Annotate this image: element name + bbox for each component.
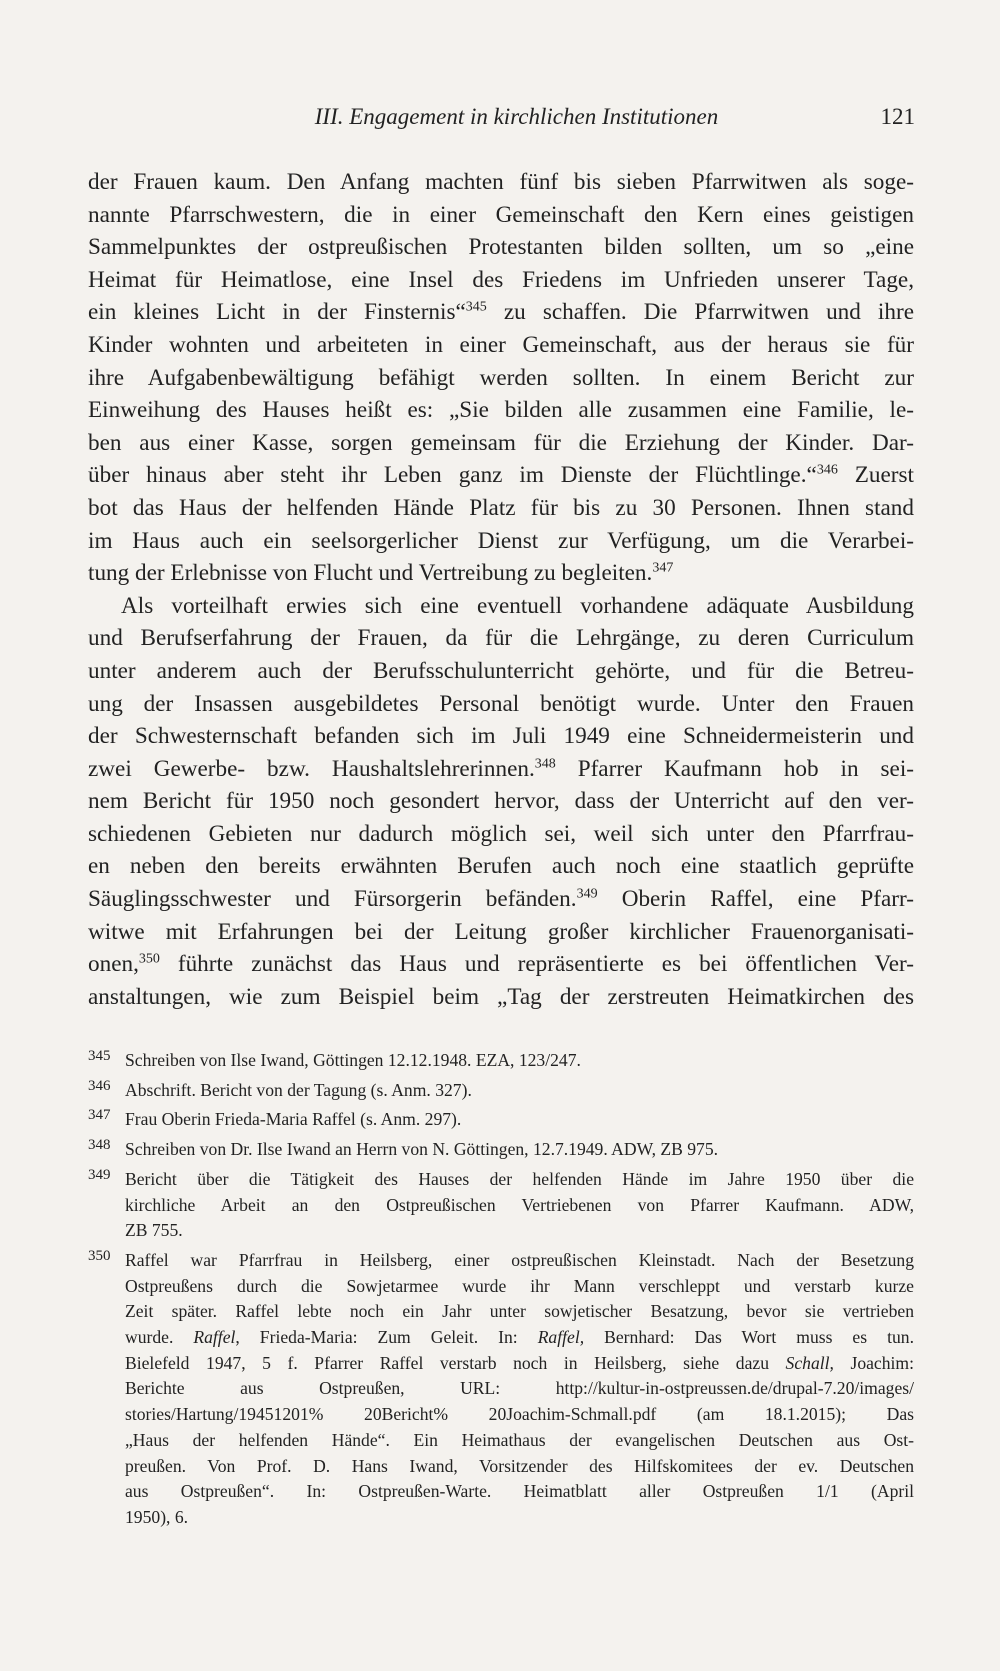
text-segment: Säuglingsschwester und Fürsorgerin befänden.: [88, 886, 577, 913]
text-line: unter anderem auch der Berufsschulunterricht gehörte, und für die Betreu-: [88, 657, 914, 684]
text-line: anstaltungen, wie zum Beispiel beim „Tag der zerstreuten Heimatkirchen des: [88, 983, 914, 1010]
text-line: [88, 459, 914, 492]
author-name: Raffel: [193, 1327, 236, 1348]
text-line: ben aus einer Kasse, sorgen gemeinsam für die Erziehung der Kinder. Dar-: [88, 429, 914, 456]
text-segment: Joachim:: [833, 1352, 914, 1373]
footnote: [88, 1048, 914, 1074]
text-line: im Haus auch ein seelsorgerlicher Dienst zur Verfügung, um die Verarbei-: [88, 527, 914, 554]
footnote-line: Berichte aus Ostpreußen, URL: http://kultur-in-ostpreussen.de/drupal-7.20/images/: [125, 1378, 914, 1399]
text-line: bot das Haus der helfenden Hände Platz für bis zu 30 Personen. Ihnen stand: [88, 494, 914, 521]
text-line: witwe mit Erfahrungen bei der Leitung großer kirchlicher Frauenorganisati-: [88, 918, 914, 945]
footnote-text: Frau Oberin Frieda-Maria Raffel (s. Anm. 297).: [125, 1109, 462, 1130]
footnote-line: Raffel war Pfarrfrau in Heilsberg, einer ostpreußischen Kleinstadt. Nach der Besetzung: [125, 1249, 914, 1270]
footnote: [88, 1078, 914, 1104]
text-segment: Bernhard: Das Wort muss es tun.: [584, 1327, 914, 1348]
author-name: Schall,: [785, 1352, 834, 1373]
footnote-line: Zeit später. Raffel lebte noch ein Jahr unter sowjetischer Besatzung, bevor sie vertrieben: [125, 1301, 914, 1322]
text-line: Sammelpunktes der ostpreußischen Protestanten bilden sollten, um so „eine: [88, 234, 914, 261]
footnote-ref: 348: [534, 755, 556, 771]
footnote-line: Bericht über die Tätigkeit des Hauses der helfenden Hände im Jahre 1950 über die: [125, 1168, 914, 1189]
footnote-ref: 345: [465, 299, 487, 315]
text-line: [88, 557, 914, 590]
text-line: [88, 883, 914, 916]
text-segment: Bielefeld 1947, 5 f. Pfarrer Raffel verstarb noch in Heilsberg, siehe dazu: [125, 1352, 786, 1373]
footnote-ref: 347: [652, 560, 674, 576]
text-line: Einweihung des Hauses heißt es: „Sie bilden alle zusammen eine Familie, le-: [88, 397, 914, 424]
text-segment: Oberin Raffel, eine Pfarr-: [597, 886, 914, 913]
text-segment: , Frieda-Maria: Zum Geleit. In:: [235, 1327, 538, 1348]
footnote-line: ZB 755.: [125, 1220, 183, 1241]
text-line: [88, 948, 914, 981]
footnote-number: 345: [88, 1048, 111, 1064]
text-line: en neben den bereits erwähnten Berufen auch noch eine staatlich geprüfte: [88, 853, 914, 880]
page-number: 121: [880, 104, 915, 129]
text-line: der Schwesternschaft befanden sich im Juli 1949 eine Schneidermeisterin und: [88, 723, 914, 750]
text-line: [88, 296, 914, 329]
text-line: Kinder wohnten und arbeiteten in einer Gemeinschaft, aus der heraus sie für: [88, 331, 914, 358]
footnote-ref: 349: [576, 886, 598, 902]
text-segment: ein kleines Licht in der Finsternis“: [88, 299, 466, 326]
footnote-number: 349: [88, 1166, 111, 1183]
footnote-line: „Haus der helfenden Hände“. Ein Heimathaus der evangelischen Deutschen aus Ost-: [125, 1429, 914, 1450]
text-segment: tung der Erlebnisse von Flucht und Vertreibung zu begleiten.: [88, 560, 653, 587]
footnote-line: 1950), 6.: [125, 1506, 189, 1527]
footnotes: [88, 1048, 914, 1535]
text-segment: onen,: [88, 951, 139, 978]
footnote: [88, 1137, 914, 1163]
footnote-text: Schreiben von Dr. Ilse Iwand an Herrn von N. Göttingen, 12.7.1949. ADW, ZB 975.: [125, 1139, 719, 1160]
text-segment: zu schaffen. Die Pfarrwitwen und ihre: [486, 299, 914, 326]
footnote-number: 347: [88, 1107, 111, 1124]
running-header: [88, 104, 915, 138]
footnote-line: preußen. Von Prof. D. Hans Iwand, Vorsitzender des Hilfskomitees der ev. Deutschen: [125, 1455, 914, 1476]
text-segment: Zuerst: [837, 462, 914, 489]
text-segment: wurde.: [125, 1327, 194, 1348]
footnote-line: kirchliche Arbeit an den Ostpreußischen Vertriebenen von Pfarrer Kaufmann. ADW,: [125, 1194, 914, 1215]
footnote-line: stories/Hartung/19451201% 20Bericht% 20Joachim-Schmall.pdf (am 18.1.2015); Das: [125, 1404, 914, 1425]
text-line: ihre Aufgabenbewältigung befähigt werden sollten. In einem Bericht zur: [88, 364, 914, 391]
text-line: und Berufserfahrung der Frauen, da für die Lehrgänge, zu deren Curriculum: [88, 625, 914, 652]
footnote-number: 350: [88, 1247, 111, 1264]
footnote: [88, 1167, 914, 1244]
text-line: nannte Pfarrschwestern, die in einer Gemeinschaft den Kern eines geistigen: [88, 201, 914, 228]
text-line: [88, 753, 914, 786]
footnote-line: [125, 1351, 914, 1377]
text-segment: führte zunächst das Haus und repräsentierte es bei öffentlichen Ver-: [159, 951, 914, 978]
footnote-line: Ostpreußens durch die Sowjetarmee wurde ihr Mann verschleppt und verstarb kurze: [125, 1275, 914, 1296]
footnote-number: 346: [88, 1077, 111, 1094]
footnote: [88, 1248, 914, 1531]
footnote-ref: 346: [816, 462, 838, 478]
footnote-ref: 350: [138, 951, 160, 967]
text-segment: über hinaus aber steht ihr Leben ganz im Dienste der Flüchtlinge.“: [88, 462, 817, 489]
footnote: [88, 1107, 914, 1133]
text-line: ung der Insassen ausgebildetes Personal benötigt wurde. Unter den Frauen: [88, 690, 914, 717]
footnote-text: Schreiben von Ilse Iwand, Göttingen 12.12.1948. EZA, 123/247.: [125, 1050, 581, 1070]
text-line: der Frauen kaum. Den Anfang machten fünf bis sieben Pfarrwitwen als soge-: [88, 169, 914, 195]
main-text: [88, 166, 914, 1013]
text-line: Als vorteilhaft erwies sich eine eventuell vorhandene adäquate Ausbildung: [121, 592, 914, 619]
author-name: Raffel,: [537, 1327, 585, 1348]
text-line: schiedenen Gebieten nur dadurch möglich sei, weil sich unter den Pfarrfrau-: [88, 820, 914, 847]
text-segment: Pfarrer Kaufmann hob in sei-: [555, 755, 914, 782]
footnote-number: 348: [88, 1137, 111, 1154]
text-segment: zwei Gewerbe- bzw. Haushaltslehrerinnen.: [88, 755, 535, 782]
footnote-line: aus Ostpreußen“. In: Ostpreußen-Warte. Heimatblatt aller Ostpreußen 1/1 (April: [125, 1481, 914, 1502]
running-title: III. Engagement in kirchlichen Institutionen: [314, 104, 719, 129]
text-line: nem Bericht für 1950 noch gesondert hervor, dass der Unterricht auf den ver-: [88, 788, 914, 815]
footnote-line: [125, 1325, 914, 1351]
footnote-text: Abschrift. Bericht von der Tagung (s. Anm. 327).: [125, 1079, 472, 1100]
text-line: Heimat für Heimatlose, eine Insel des Friedens im Unfrieden unserer Tage,: [88, 266, 914, 293]
